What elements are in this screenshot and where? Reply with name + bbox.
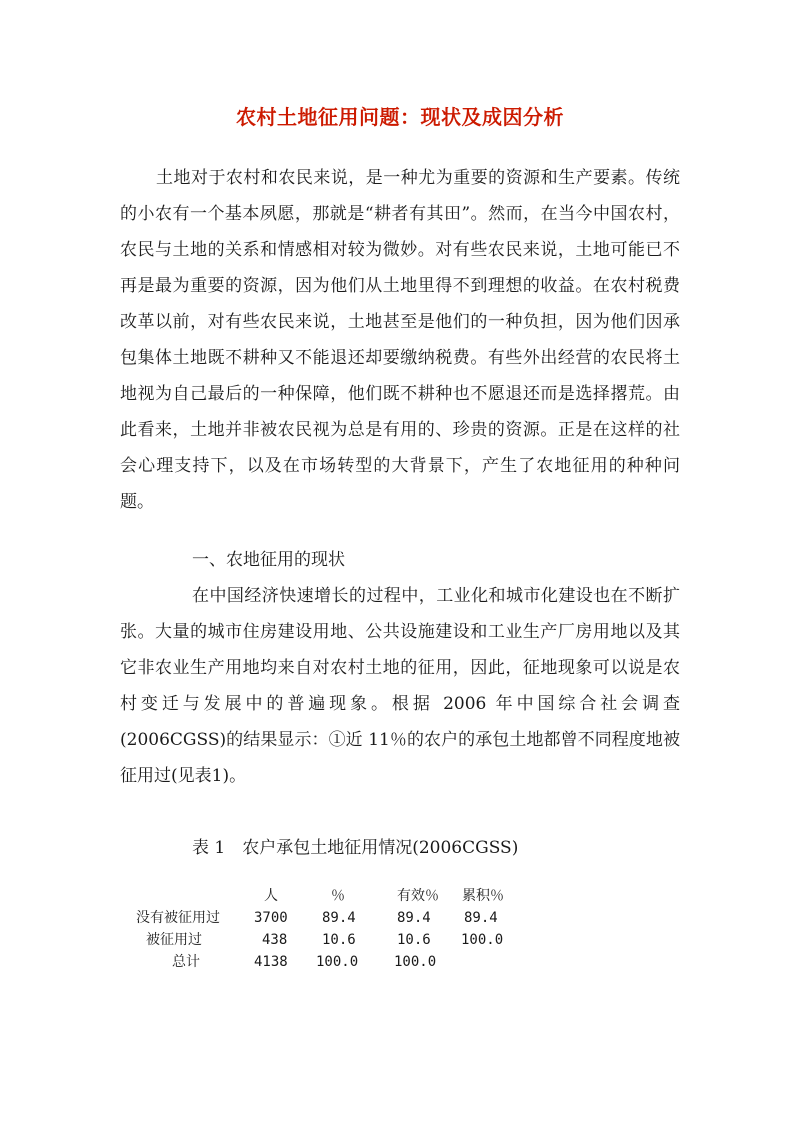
- document-title: 农村土地征用问题：现状及成因分析: [236, 105, 564, 129]
- table-cell: 10.6: [322, 932, 356, 948]
- table-header-persons: 人: [264, 888, 278, 904]
- table-row-label: 总计: [172, 954, 200, 970]
- table-header-valid-percent: 有效％: [397, 888, 439, 904]
- table-cell: 89.4: [397, 910, 431, 926]
- table-header-percent: ％: [331, 888, 345, 904]
- table-cell: 10.6: [397, 932, 431, 948]
- paragraph-status: 在中国经济快速增长的过程中，工业化和城市化建设也在不断扩张。大量的城市住房建设用地、公共设施建设和工业生产厂房用地以及其它非农业生产用地均来自对农村土地的征用，因此，征地现象可以说是农村变迁与发展中的普遍现象。根据 2006 年中国综合社会调查(2006CGSS)的结果显示：①近 11％的农户的承包土地都曾不同程度地被征用过(见表1)。: [120, 586, 680, 786]
- table-cell: 438: [262, 932, 288, 948]
- section-heading: 一、农地征用的现状: [192, 550, 345, 570]
- table-cell: 89.4: [464, 910, 498, 926]
- table-row-label: 没有被征用过: [136, 910, 220, 926]
- table-cell: 100.0: [461, 932, 504, 948]
- table-header-cumulative-percent: 累积％: [462, 888, 504, 904]
- paragraph-intro: 土地对于农村和农民来说，是一种尤为重要的资源和生产要素。传统的小农有一个基本夙愿，那就是“耕者有其田”。然而，在当今中国农村，农民与土地的关系和情感相对较为微妙。对有些农民来说，土地可能已不再是最为重要的资源，因为他们从土地里得不到理想的收益。在农村税费改革以前，对有些农民来说，土地甚至是他们的一种负担，因为他们因承包集体土地既不耕种又不能退还却要缴纳税费。有些外出经营的农民将土地视为自己最后的一种保障，他们既不耕种也不愿退还而是选择撂荒。由此看来，土地并非被农民视为总是有用的、珍贵的资源。正是在这样的社会心理支持下，以及在市场转型的大背景下，产生了农地征用的种种问题。: [120, 168, 680, 512]
- table-cell: 100.0: [316, 954, 359, 970]
- table-cell: 100.0: [394, 954, 437, 970]
- table-row-label: 被征用过: [146, 932, 202, 948]
- table-cell: 89.4: [322, 910, 356, 926]
- table-cell: 3700: [254, 910, 288, 926]
- table-caption: 表 1 农户承包土地征用情况(2006CGSS): [192, 838, 519, 858]
- table-cell: 4138: [254, 954, 288, 970]
